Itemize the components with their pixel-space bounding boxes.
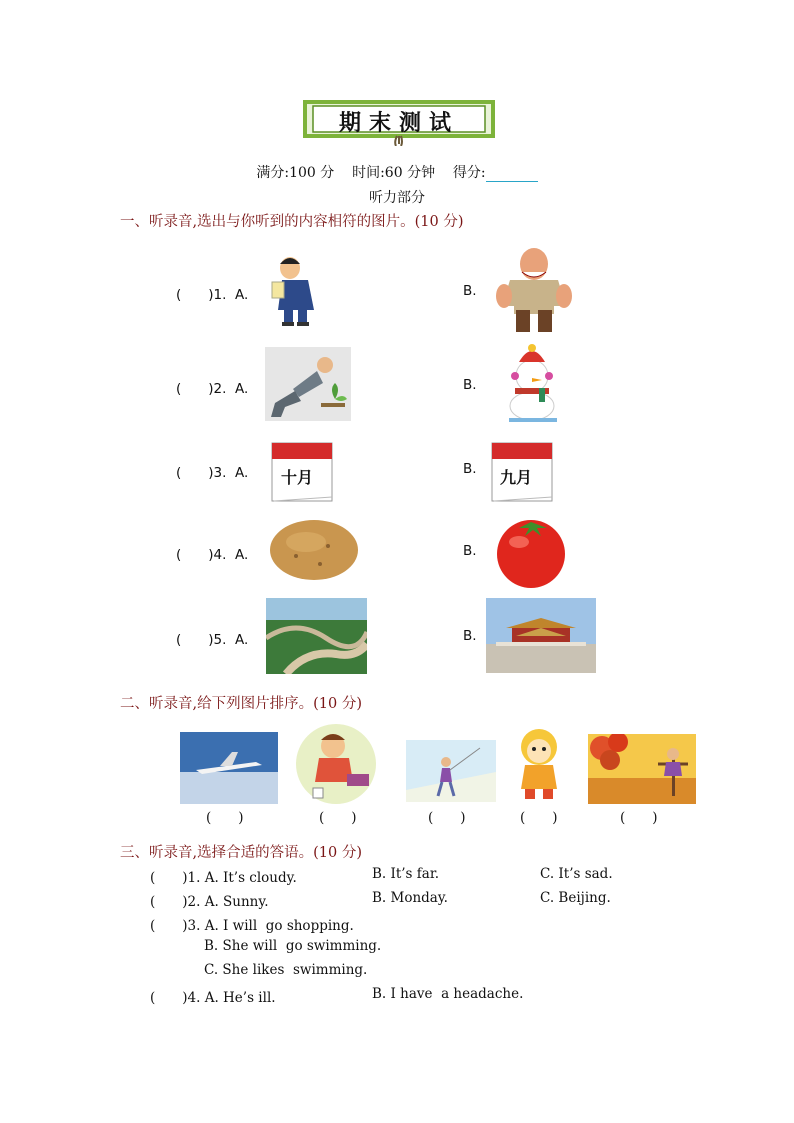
section-2-heading: 二、听录音,给下列图片排序。(10 分) bbox=[120, 696, 362, 712]
time-limit: 时间:60 分钟 bbox=[352, 165, 436, 181]
angry-man-image bbox=[486, 244, 582, 336]
yellow-child-image bbox=[511, 725, 567, 803]
score-label: 得分: bbox=[452, 165, 486, 181]
great-wall-image bbox=[266, 598, 367, 674]
calendar-september-label: 九月 bbox=[500, 468, 533, 487]
s3-q1-option-b: B. It’s far. bbox=[372, 866, 440, 882]
q2-option-b: B. bbox=[463, 377, 477, 393]
order-blank-5[interactable]: ( ) bbox=[620, 810, 658, 826]
q3-option-b: B. bbox=[463, 461, 477, 477]
page-title: 期末测试 bbox=[338, 111, 459, 136]
forbidden-city-image bbox=[486, 598, 596, 673]
q4-option-b: B. bbox=[463, 543, 477, 559]
order-blank-2[interactable]: ( ) bbox=[319, 810, 357, 826]
potato-image bbox=[266, 516, 362, 584]
tired-man-image bbox=[268, 252, 330, 326]
sick-boy-image bbox=[295, 722, 377, 806]
s3-q2-option-b: B. Monday. bbox=[372, 890, 448, 906]
order-blank-4[interactable]: ( ) bbox=[520, 810, 558, 826]
s3-q1-option-a: ( )1. A. It’s cloudy. bbox=[150, 870, 297, 886]
full-score: 满分:100 分 bbox=[256, 165, 335, 181]
autumn-scarecrow-image bbox=[588, 734, 696, 804]
s3-q2-option-a: ( )2. A. Sunny. bbox=[150, 894, 269, 910]
section-1-heading: 一、听录音,选出与你听到的内容相符的图片。(10 分) bbox=[120, 214, 464, 230]
section-3-heading: 三、听录音,选择合适的答语。(10 分) bbox=[120, 845, 362, 861]
s3-q3-option-b: B. She will go swimming. bbox=[204, 938, 382, 954]
order-blank-1[interactable]: ( ) bbox=[206, 810, 244, 826]
q4-number: ( )4. A. bbox=[176, 547, 249, 563]
airplane-image bbox=[180, 732, 278, 804]
q1-number: ( )1. A. bbox=[176, 287, 249, 303]
s3-q2-option-c: C. Beijing. bbox=[540, 890, 611, 906]
q5-number: ( )5. A. bbox=[176, 632, 249, 648]
s3-q1-option-c: C. It’s sad. bbox=[540, 866, 613, 882]
exam-meta bbox=[0, 162, 794, 182]
s3-q4-option-a: ( )4. A. He’s ill. bbox=[150, 990, 276, 1006]
part-title: 听力部分 bbox=[369, 190, 425, 206]
order-blank-3[interactable]: ( ) bbox=[428, 810, 466, 826]
title-banner bbox=[303, 100, 495, 146]
s3-q4-option-b: B. I have a headache. bbox=[372, 986, 524, 1002]
tomato-image bbox=[491, 510, 571, 590]
flying-kite-image bbox=[406, 740, 496, 802]
planting-tree-image bbox=[265, 347, 351, 421]
s3-q3-option-c: C. She likes swimming. bbox=[204, 962, 368, 978]
q5-option-b: B. bbox=[463, 628, 477, 644]
q1-option-b: B. bbox=[463, 283, 477, 299]
s3-q3-option-a: ( )3. A. I will go shopping. bbox=[150, 918, 354, 934]
score-blank[interactable] bbox=[486, 167, 538, 182]
q2-number: ( )2. A. bbox=[176, 381, 249, 397]
q3-number: ( )3. A. bbox=[176, 465, 249, 481]
calendar-october-label: 十月 bbox=[281, 468, 314, 487]
snowman-image bbox=[497, 344, 567, 424]
